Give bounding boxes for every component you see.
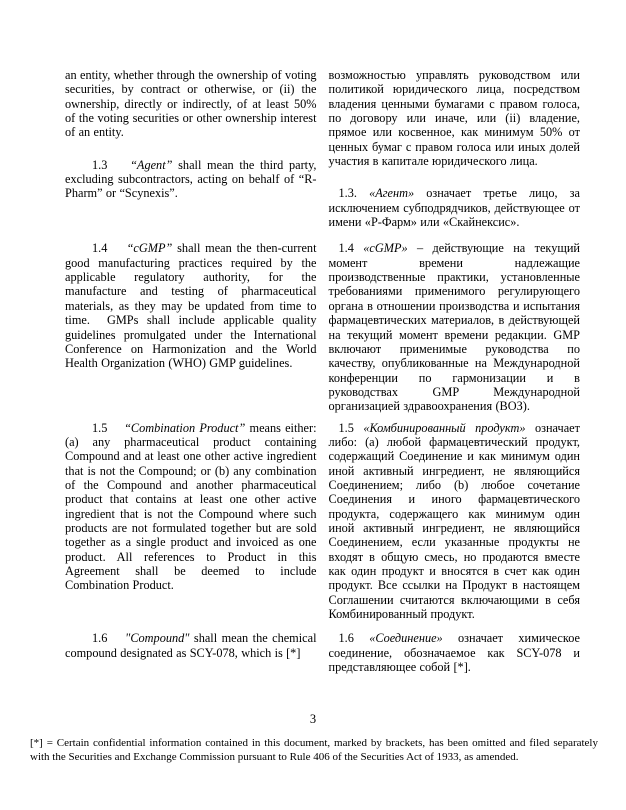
text-run: – действующие на текущий момент времени надлежащие производственные практики, установленные требованиями применимого регулирующего органа в отношении производства и испытания фармацевтических материалов, в действующей на текущий момент времени редакции. GMP включают применимые руководства по качеству, опубликованные на Международной конференции по гармонизации и в руководствах GMP Международной организацией здравоохранения (ВОЗ). bbox=[328, 241, 580, 414]
en-column-1-5-combination-product bbox=[65, 421, 317, 622]
bilingual-definitions-columns bbox=[65, 68, 580, 674]
defined-term: «Агент» bbox=[369, 186, 415, 201]
defined-term: «Соединение» bbox=[369, 631, 443, 646]
text-run: shall mean the third party, excluding subcontractors, acting on behalf of “R-Pharm” or “Scynexis”. bbox=[65, 157, 317, 201]
defined-term: "Compound" bbox=[125, 631, 190, 646]
text-run: возможностью управлять руководством или политикой юридического лица, посредством владения ценными бумагами с правом голоса, по договору или иначе, или (ii) владение, прямое или косвенное, как минимум 50% от ценных бумаг с правом голоса или иных долей участия в капитале юридического лица. bbox=[328, 68, 580, 169]
defined-term: “Combination Product” bbox=[124, 420, 246, 435]
paragraph-ru-continuation-and-1-3 bbox=[329, 68, 581, 168]
ru-column-continuation-and-1-3 bbox=[329, 68, 581, 229]
en-column-1-4-cgmp bbox=[65, 241, 317, 413]
section-row-1-4-cgmp bbox=[65, 241, 580, 413]
confidentiality-footnote: [*] = Certain confidential information contained in this document, marked by brackets, has been omitted and filed separately with the Securities and Exchange Commission pursuant to Rule 406 of the Securities Act of 1933, as amended. bbox=[30, 737, 598, 763]
text-run: означает третье лицо, за исключением субподрядчиков, действующее от имени «Р-Фарм» или «Скайнексис». bbox=[328, 186, 580, 230]
ru-column-1-4-cgmp bbox=[329, 241, 581, 413]
paragraph-en-continuation-and-1-3 bbox=[65, 68, 317, 140]
text-run: 1.6 bbox=[92, 631, 126, 646]
text-run: означает химическое соединение, обозначаемое как SCY-078 и представляющее собой [*]. bbox=[328, 631, 580, 675]
text-run: 1.3. bbox=[338, 186, 370, 201]
text-run: 1.5 bbox=[338, 420, 364, 435]
paragraph-ru-continuation-and-1-3 bbox=[329, 186, 581, 229]
ru-column-1-5-combination-product bbox=[329, 421, 581, 622]
defined-term: «cGMP» bbox=[363, 241, 408, 256]
text-run: shall mean the chemical compound designated as SCY-078, which is [*] bbox=[65, 631, 317, 660]
text-run: 1.4 bbox=[338, 241, 364, 256]
text-run: means either: (a) any pharmaceutical product containing Compound and at least one other active ingredient that is not the Compound; or (b) any combination of the Compound and another pharmaceutical product that contains at least one other active ingredient that is not the Compound where such products are not formulated together but are sold together as a single product and invoiced as one product. All references to Product in this Agreement shall be deemed to include Combination Product. bbox=[65, 420, 317, 593]
defined-term: “cGMP” bbox=[126, 241, 173, 256]
en-column-1-6-compound bbox=[65, 631, 317, 674]
paragraph-en-1-4-cgmp bbox=[65, 241, 317, 370]
defined-term: “Agent” bbox=[130, 157, 173, 172]
text-run: 1.5 bbox=[92, 420, 125, 435]
paragraph-ru-1-6-compound bbox=[329, 631, 581, 674]
en-column-continuation-and-1-3 bbox=[65, 68, 317, 229]
section-row-1-6-compound bbox=[65, 631, 580, 674]
paragraph-ru-1-4-cgmp bbox=[329, 241, 581, 413]
page-number: 3 bbox=[309, 712, 317, 726]
text-run: означает либо: (а) любой фармацевтический продукт, содержащий Соединение и как минимум один иной активный ингредиент, не являющийся Соединением; либо (b) любое сочетание Соединения и иного фармацевтического продукта, содержащего как минимум один иной активный ингредиент, не являющийся Соединением, если указанные продукты не входят в общую смесь, но продаются вместе как один продукт и вносятся в счет как один продукт. Все ссылки на Продукт в настоящем Соглашении считаются включающими в себя Комбинированный продукт. bbox=[328, 420, 580, 622]
ru-column-1-6-compound bbox=[329, 631, 581, 674]
text-run: 1.4 bbox=[92, 241, 127, 256]
text-run: 1.3 bbox=[92, 157, 131, 172]
section-row-1-5-combination-product bbox=[65, 421, 580, 622]
paragraph-en-1-5-combination-product bbox=[65, 421, 317, 593]
paragraph-en-continuation-and-1-3 bbox=[65, 158, 317, 201]
defined-term: «Комбинированный продукт» bbox=[363, 420, 526, 435]
paragraph-ru-1-5-combination-product bbox=[329, 421, 581, 622]
section-row-continuation-and-1-3 bbox=[65, 68, 580, 229]
text-run: shall mean the then-current good manufacturing practices required by the applicable regulatory authority, for the manufacture and testing of pharmaceutical materials, as they may be updated from time to time. GMPs shall include applicable quality guidelines promulgated under the International Conference on Harmonization and the World Health Organization (WHO) GMP guidelines. bbox=[65, 241, 317, 371]
paragraph-en-1-6-compound bbox=[65, 631, 317, 660]
text-run: 1.6 bbox=[338, 631, 370, 646]
text-run: an entity, whether through the ownership of voting securities, by contract or otherwise, or (ii) the ownership, directly or indirectly, of at least 50% of the voting securities or other ownership interest of an entity. bbox=[65, 68, 317, 140]
